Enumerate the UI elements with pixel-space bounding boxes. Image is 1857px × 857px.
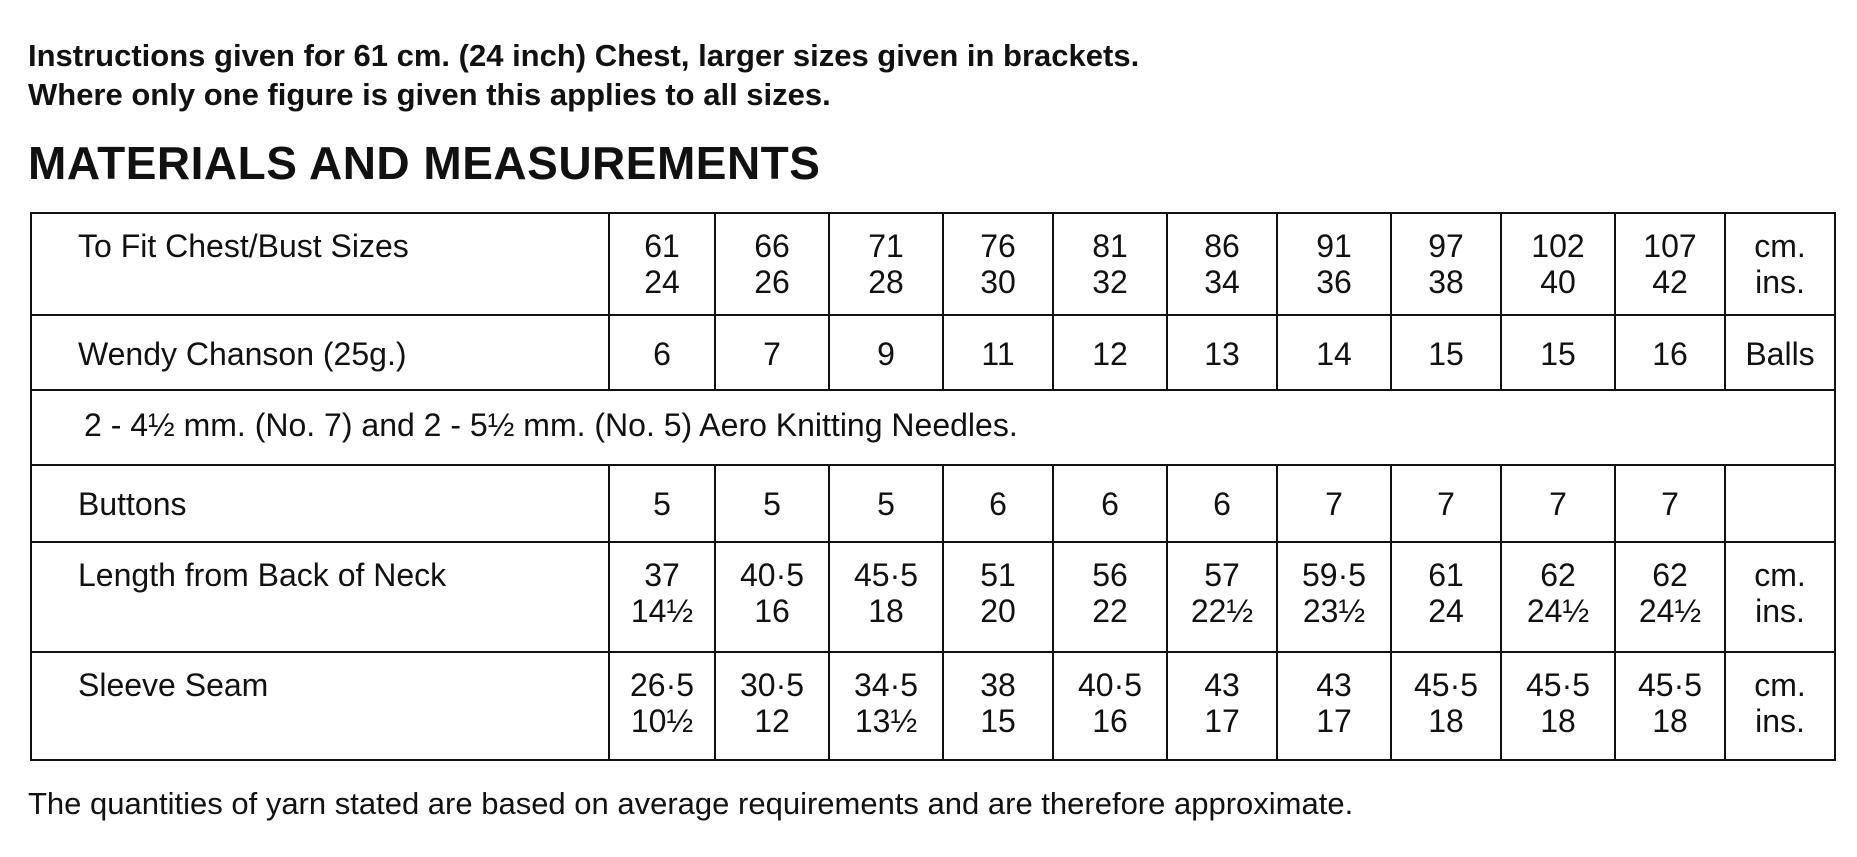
yarn-balls-cell: 9 [829,315,943,390]
buttons-count-cell: 7 [1391,465,1501,542]
chest-size-cell: 102 40 [1501,213,1615,315]
buttons-count-cell: 6 [943,465,1053,542]
intro-text [28,36,1139,114]
buttons-label: Buttons [31,465,609,542]
yarn-unit-cell: Balls [1725,315,1835,390]
sleeve-cell: 45·5 18 [1615,652,1725,760]
length-cell: 37 14½ [609,542,715,652]
length-cell: 51 20 [943,542,1053,652]
sleeve-unit-cell: cm. ins. [1725,652,1835,760]
intro-line-2: Where only one figure is given this applies to all sizes. [28,77,831,112]
sleeve-cell: 45·5 18 [1501,652,1615,760]
length-row [31,542,1835,652]
yarn-balls-cell: 16 [1615,315,1725,390]
buttons-count-cell: 6 [1167,465,1277,542]
length-cell: 56 22 [1053,542,1167,652]
yarn-label: Wendy Chanson (25g.) [31,315,609,390]
length-unit-cell: cm. ins. [1725,542,1835,652]
sleeve-row [31,652,1835,760]
section-heading: MATERIALS AND MEASUREMENTS [28,137,821,189]
sleeve-cell: 40·5 16 [1053,652,1167,760]
length-cell: 62 24½ [1615,542,1725,652]
buttons-count-cell: 5 [715,465,829,542]
length-cell: 59·5 23½ [1277,542,1391,652]
footer-note: The quantities of yarn stated are based on average requirements and are therefore approximate. [28,786,1354,821]
length-cell: 62 24½ [1501,542,1615,652]
length-label: Length from Back of Neck [31,542,609,652]
sleeve-cell: 45·5 18 [1391,652,1501,760]
sleeve-cell: 34·5 13½ [829,652,943,760]
buttons-row [31,465,1835,542]
yarn-row [31,315,1835,390]
sleeve-cell: 26·5 10½ [609,652,715,760]
length-cell: 57 22½ [1167,542,1277,652]
buttons-count-cell: 7 [1501,465,1615,542]
sleeve-label: Sleeve Seam [31,652,609,760]
materials-measurements-table [30,212,1836,761]
buttons-count-cell: 7 [1277,465,1391,542]
sleeve-cell: 43 17 [1277,652,1391,760]
sleeve-cell: 30·5 12 [715,652,829,760]
sleeve-cell: 43 17 [1167,652,1277,760]
buttons-count-cell: 6 [1053,465,1167,542]
length-cell: 61 24 [1391,542,1501,652]
yarn-balls-cell: 14 [1277,315,1391,390]
chest-size-cell: 107 42 [1615,213,1725,315]
chest-size-cell: 97 38 [1391,213,1501,315]
chest-size-cell: 76 30 [943,213,1053,315]
needles-row [31,390,1835,465]
chest-size-cell: 91 36 [1277,213,1391,315]
buttons-count-cell: 5 [829,465,943,542]
buttons-count-cell: 7 [1615,465,1725,542]
chest-sizes-label: To Fit Chest/Bust Sizes [31,213,609,315]
length-cell: 40·5 16 [715,542,829,652]
yarn-balls-cell: 15 [1391,315,1501,390]
chest-unit-cell: cm. ins. [1725,213,1835,315]
chest-size-cell: 86 34 [1167,213,1277,315]
chest-sizes-row [31,213,1835,315]
yarn-balls-cell: 7 [715,315,829,390]
yarn-balls-cell: 12 [1053,315,1167,390]
chest-size-cell: 81 32 [1053,213,1167,315]
buttons-unit-cell [1725,465,1835,542]
needles-text: 2 - 4½ mm. (No. 7) and 2 - 5½ mm. (No. 5) Aero Knitting Needles. [31,390,1835,465]
yarn-balls-cell: 11 [943,315,1053,390]
chest-size-cell: 61 24 [609,213,715,315]
yarn-balls-cell: 6 [609,315,715,390]
yarn-balls-cell: 15 [1501,315,1615,390]
intro-line-1: Instructions given for 61 cm. (24 inch) Chest, larger sizes given in brackets. [28,38,1140,73]
chest-size-cell: 66 26 [715,213,829,315]
yarn-balls-cell: 13 [1167,315,1277,390]
length-cell: 45·5 18 [829,542,943,652]
chest-size-cell: 71 28 [829,213,943,315]
sleeve-cell: 38 15 [943,652,1053,760]
buttons-count-cell: 5 [609,465,715,542]
